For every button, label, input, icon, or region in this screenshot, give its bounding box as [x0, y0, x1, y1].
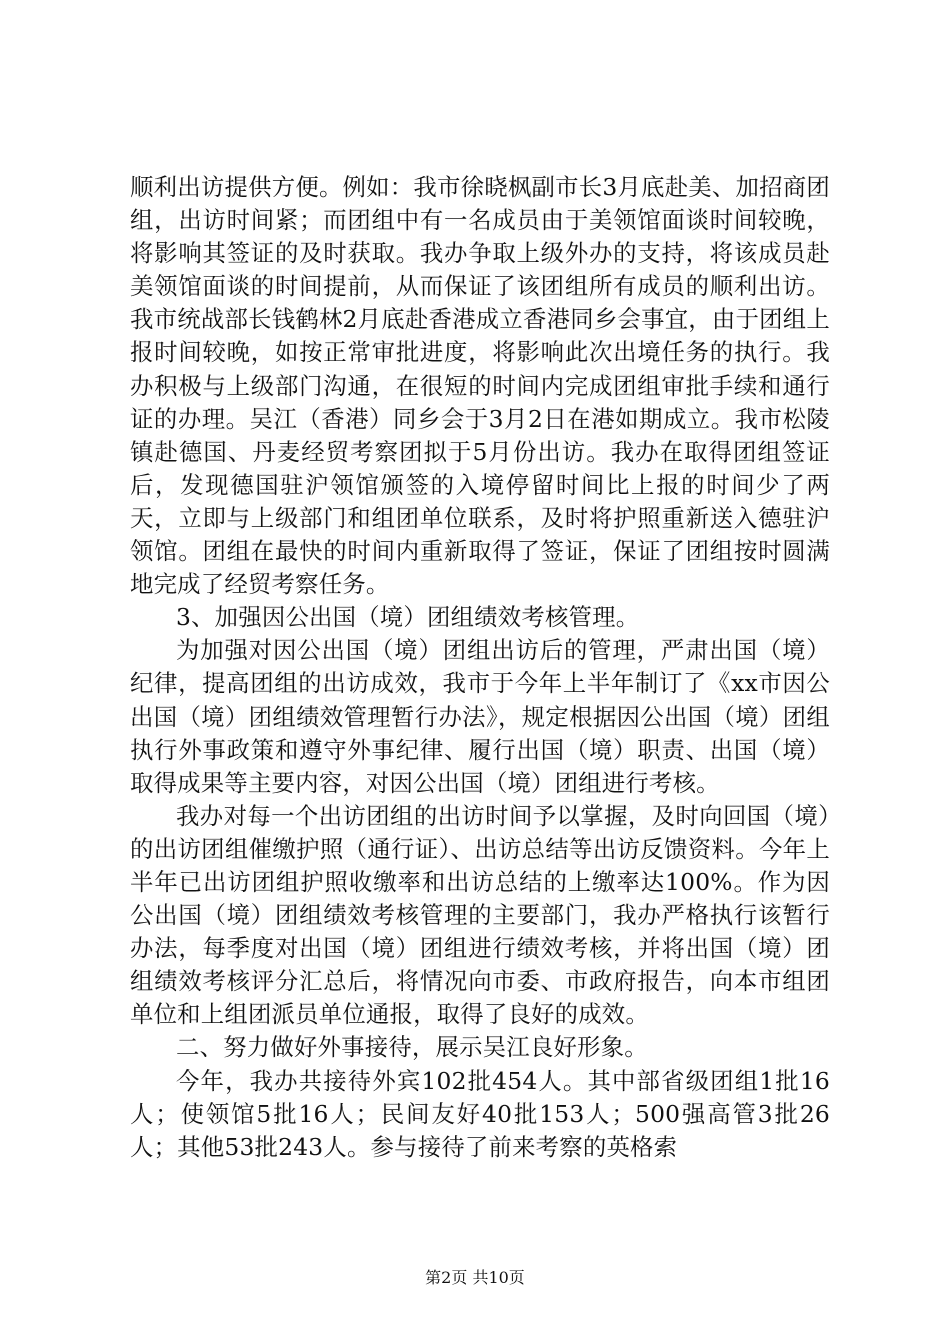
paragraph-performance-assessment: 我办对每一个出访团组的出访时间予以掌握，及时向回国（境）的出访团组催缴护照（通行证）、出访总结等出访反馈资料。今年上半年已出访团组护照收缴率和出访总结的上缴率达100%。作为因公出国（境）团组绩效考核管理的主要部门，我办严格执行该暂行办法，每季度对出国（境）团组进行绩效考核，并将出国（境）团组绩效考核评分汇总后，将情况向市委、市政府报告，向本市组团单位和上组团派员单位通报，取得了良好的成效。 — [130, 801, 830, 1029]
section-heading-performance: 3、加强因公出国（境）团组绩效考核管理。 — [176, 603, 640, 632]
document-body — [130, 171, 830, 1164]
page-footer: 第2页 共10页 — [425, 1268, 525, 1287]
section-heading-reception: 二、努力做好外事接待，展示吴江良好形象。 — [176, 1033, 648, 1062]
paragraph-performance-measures: 为加强对因公出国（境）团组出访后的管理，严肃出国（境）纪律，提高团组的出访成效，我市于今年上半年制订了《xx市因公出国（境）团组绩效管理暂行办法》，规定根据因公出国（境）团组执行外事政策和遵守外事纪律、履行出国（境）职责、出国（境）取得成果等主要内容，对因公出国（境）团组进行考核。 — [130, 636, 830, 797]
paragraph-visa-assistance: 顺利出访提供方便。例如：我市徐晓枫副市长3月底赴美、加招商团组，出访时间紧；而团组中有一名成员由于美领馆面谈时间较晚，将影响其签证的及时获取。我办争取上级外办的支持，将该成员赴美领馆面谈的时间提前，从而保证了该团组所有成员的顺利出访。我市统战部长钱鹤林2月底赴香港成立香港同乡会事宜，由于团组上报时间较晚，如按正常审批进度，将影响此次出境任务的执行。我办积极与上级部门沟通，在很短的时间内完成团组审批手续和通行证的办理。吴江（香港）同乡会于3月2日在港如期成立。我市松陵镇赴德国、丹麦经贸考察团拟于5月份出访。我办在取得团组签证后，发现德国驻沪领馆颁签的入境停留时间比上报的时间少了两天，立即与上级部门和组团单位联系，及时将护照重新送入德驻沪领馆。团组在最快的时间内重新取得了签证，保证了团组按时圆满地完成了经贸考察任务。 — [130, 173, 830, 599]
paragraph-reception-stats: 今年，我办共接待外宾102批454人。其中部省级团组1批16人；使领馆5批16人；民间友好40批153人；500强高管3批26人；其他53批243人。参与接待了前来考察的英格索 — [130, 1066, 830, 1161]
